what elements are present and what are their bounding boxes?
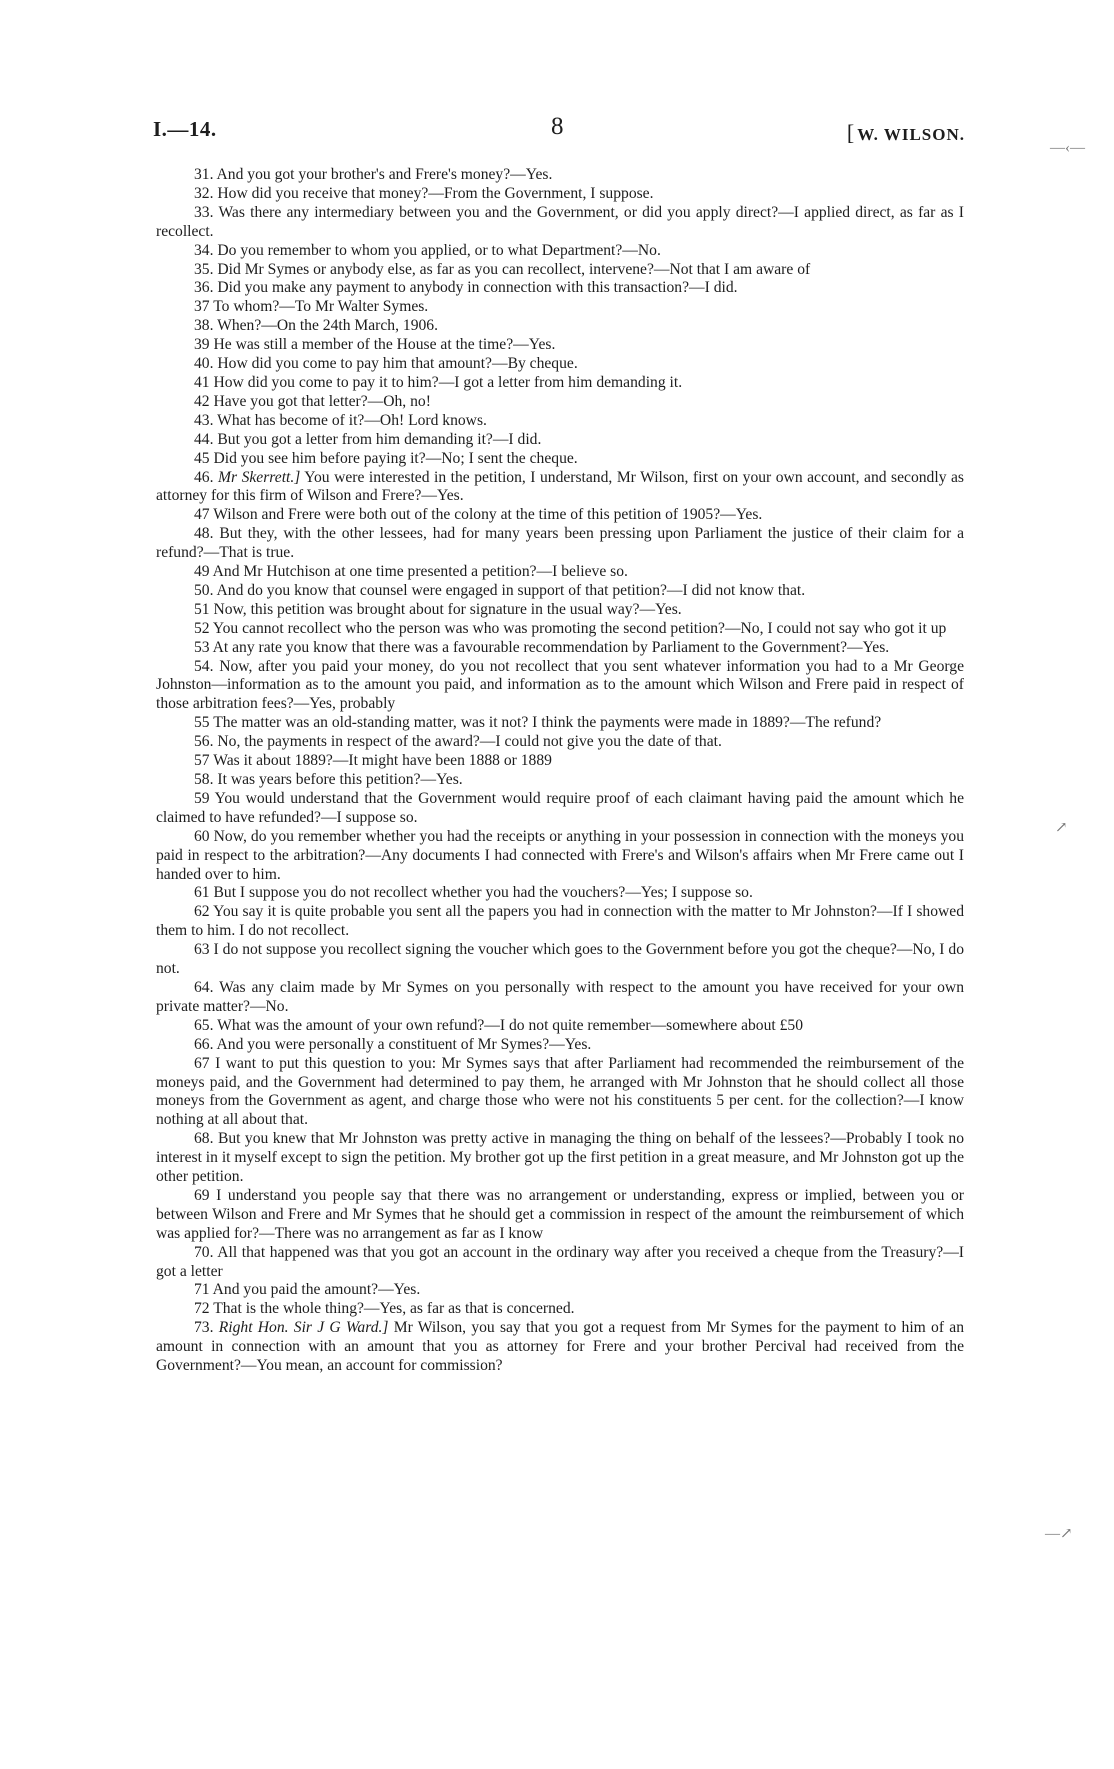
witness-name [847,120,965,146]
question-number: 31. [194,166,214,183]
question-number: 73. [194,1319,214,1337]
question-number: 62 [194,903,210,921]
question-paragraph [156,336,964,355]
question-paragraph [156,658,964,715]
question-answer-text: And Mr Hutchison at one time presented a petition?—I believe so. [212,563,628,581]
question-answer-text: The matter was an old-standing matter, was it not? I think the payments were made in 1889?—The refund? [213,714,882,732]
question-number: 32. [194,184,214,202]
question-paragraph [156,506,964,525]
question-paragraph [156,1244,964,1282]
question-number: 56. [194,733,214,751]
question-number: 61 [194,884,210,902]
question-answer-text: I want to put this question to you: Mr Symes says that after Parliament had recommended the reimbursement of the moneys paid, and the Government had determined to pay them, he arranged with Mr Johnston that he should collect all those moneys from the Government as agent, and charge those who were not his constituents 5 per cent. for the collection?—I know nothing at all about that. [156,1054,964,1129]
question-answer-text: But they, with the other lessees, had for many years been pressing upon Parliament the justice of their claim for a refund?—That is true. [156,525,965,562]
question-answer-text: And do you know that counsel were engaged in support of that petition?—I did not know that. [216,581,806,599]
question-paragraph [156,1281,964,1300]
question-number: 45 [194,449,210,467]
question-number: 66. [194,1035,214,1053]
question-answer-text: And you got your brother's and Frere's money?—Yes. [216,166,553,183]
question-answer-text: And you paid the amount?—Yes. [212,1281,421,1299]
question-number: 35. [194,260,214,278]
question-number: 39 [194,336,210,354]
question-paragraph [156,714,964,733]
question-paragraph [156,525,964,563]
questioner-name: Mr Skerrett.] [218,468,301,486]
question-paragraph [156,884,964,903]
question-answer-text: Did you make any payment to anybody in connection with this transaction?—I did. [217,279,738,297]
question-answer-text: Now, this petition was brought about for signature in the usual way?—Yes. [213,600,682,618]
question-paragraph [156,1187,964,1244]
question-number: 60 [194,827,210,845]
question-paragraph [156,828,964,885]
question-number: 38. [194,317,214,335]
question-paragraph [156,469,964,507]
testimony-body [156,166,964,1376]
question-answer-text: Was there any intermediary between you and the Government, or did you apply direct?—I applied direct, as far as I recollect. [156,203,964,240]
question-paragraph [156,582,964,601]
question-answer-text: But you knew that Mr Johnston was pretty active in managing the thing on behalf of the lessees?—Probably I took no interest in it myself except to sign the petition. My brother got up the first petition in a great measure, and Mr Johnston got up the other petition. [156,1130,964,1186]
question-answer-text: Mr Wilson, you say that you got a request from Mr Symes for the payment to him of an amount in connection with an amount that you as attorney for Frere and your brother Percival had received from the Government?—You mean, an account for commission? [156,1319,964,1375]
question-number: 68. [194,1130,214,1148]
question-number: 36. [194,279,214,297]
question-number: 70. [194,1243,214,1261]
question-number: 47 [194,506,210,524]
question-paragraph [156,450,964,469]
question-answer-text: You cannot recollect who the person was who was promoting the second petition?—No, I could not say who got it up [212,619,947,637]
question-paragraph [156,374,964,393]
question-paragraph [156,431,964,450]
question-answer-text: I do not suppose you recollect signing the voucher which goes to the Government before you got the cheque?—No, I do not. [156,941,964,978]
question-answer-text: To whom?—To Mr Walter Symes. [213,298,429,316]
question-number: 34. [194,241,214,259]
question-number: 71 [194,1281,210,1299]
question-paragraph [156,1300,964,1319]
question-answer-text: Was it about 1889?—It might have been 1888 or 1889 [213,752,552,770]
question-answer-text: No, the payments in respect of the award?—I could not give you the date of that. [217,733,722,751]
question-paragraph [156,279,964,298]
question-number: 53 [194,638,210,656]
question-paragraph [156,298,964,317]
question-number: 67 [194,1054,210,1072]
margin-mark: —‹— [1050,140,1085,156]
question-number: 44. [194,430,214,448]
question-paragraph [156,752,964,771]
question-answer-text: At any rate you know that there was a favourable recommendation by Parliament to the Government?—Yes. [212,638,890,656]
question-answer-text: He was still a member of the House at the time?—Yes. [213,336,556,354]
question-answer-text: That is the whole thing?—Yes, as far as that is concerned. [213,1300,575,1318]
question-number: 65. [194,1016,214,1034]
question-paragraph [156,1017,964,1036]
question-paragraph [156,355,964,374]
question-number: 49 [194,563,210,581]
question-answer-text: Was any claim made by Mr Symes on you personally with respect to the amount you have received for your own private matter?—No. [156,978,964,1015]
question-answer-text: Have you got that letter?—Oh, no! [213,392,431,410]
question-answer-text: What was the amount of your own refund?—I do not quite remember—somewhere about £50 [217,1016,804,1034]
question-number: 63 [194,941,210,959]
page-header [153,113,965,147]
question-number: 64. [194,978,214,996]
question-answer-text: It was years before this petition?—Yes. [217,771,463,788]
page-number: 8 [551,113,564,140]
question-paragraph [156,1036,964,1055]
question-answer-text: Did Mr Symes or anybody else, as far as you can recollect, intervene?—Not that I am aware of [217,260,811,278]
question-answer-text: Wilson and Frere were both out of the colony at the time of this petition of 1905?—Yes. [213,506,763,524]
question-paragraph [156,261,964,280]
question-number: 43. [194,411,214,429]
question-paragraph [156,903,964,941]
question-number: 33. [194,203,214,221]
question-paragraph [156,242,964,261]
question-paragraph [156,639,964,658]
question-paragraph [156,790,964,828]
question-answer-text: You say it is quite probable you sent all the papers you had in connection with the matter to Mr Johnston?—If I showed them to him. I do not recollect. [156,903,964,940]
witness-name-text: W. WILSON. [857,125,965,144]
question-paragraph [156,317,964,336]
question-answer-text: I understand you people say that there was no arrangement or understanding, express or implied, between you or between Wilson and Frere and Mr Symes that he should get a commission in respect of the amount the reimbursement of which was applied for?—There was no arrangement as far as I know [156,1186,965,1242]
question-answer-text: But I suppose you do not recollect whether you had the vouchers?—Yes; I suppose so. [213,884,753,902]
question-number: 42 [194,392,210,410]
question-paragraph [156,771,964,790]
question-answer-text: What has become of it?—Oh! Lord knows. [217,411,487,429]
question-paragraph [156,185,964,204]
question-number: 46. [194,468,214,486]
question-number: 48. [194,525,214,543]
question-number: 69 [194,1186,210,1204]
question-number: 55 [194,714,210,732]
question-paragraph [156,166,964,185]
question-answer-text: How did you come to pay it to him?—I got a letter from him demanding it. [213,373,683,391]
question-number: 51 [194,600,210,618]
question-answer-text: Did you see him before paying it?—No; I sent the cheque. [213,449,578,467]
question-number: 50. [194,581,214,599]
question-number: 58. [194,771,214,788]
question-number: 52 [194,619,210,637]
bracket-glyph: [ [846,120,856,145]
questioner-name: Right Hon. Sir J G Ward.] [218,1319,389,1337]
question-number: 41 [194,373,210,391]
question-number: 54. [194,657,214,675]
question-paragraph [156,204,964,242]
question-paragraph [156,601,964,620]
question-paragraph [156,563,964,582]
paper-reference: I.—14. [153,117,217,141]
question-number: 72 [194,1300,210,1318]
question-number: 37 [194,298,210,316]
question-answer-text: When?—On the 24th March, 1906. [217,317,438,335]
question-paragraph [156,412,964,431]
question-answer-text: Now, after you paid your money, do you not recollect that you sent whatever information you had to a Mr George Johnston—information as to the amount you paid, and information as to the amount which Wilson and Frere paid in respect of those arbitration fees?—Yes, probably [156,657,964,713]
question-paragraph [156,733,964,752]
question-number: 40. [194,355,214,373]
question-paragraph [156,941,964,979]
question-number: 57 [194,752,210,770]
question-paragraph [156,979,964,1017]
question-answer-text: All that happened was that you got an account in the ordinary way after you received a cheque from the Treasury?—I got a letter [156,1243,964,1280]
question-paragraph [156,1055,964,1131]
question-number: 59 [194,789,210,807]
margin-mark: ↗ [1055,820,1068,836]
question-answer-text: How did you come to pay him that amount?—By cheque. [217,355,578,373]
question-answer-text: You were interested in the petition, I understand, Mr Wilson, first on your own account, and secondly as attorney for this firm of Wilson and Frere?—Yes. [156,468,964,505]
question-paragraph [156,620,964,639]
question-answer-text: You would understand that the Government would require proof of each claimant having paid the amount which he claimed to have refunded?—I suppose so. [156,789,964,826]
question-answer-text: And you were personally a constituent of Mr Symes?—Yes. [216,1035,592,1053]
question-answer-text: But you got a letter from him demanding it?—I did. [217,430,542,448]
question-paragraph [156,393,964,412]
margin-mark: —↗ [1045,1526,1073,1542]
question-answer-text: Now, do you remember whether you had the receipts or anything in your possession in connection with the moneys you paid in respect to the arbitration?—Any documents I had connected with Frere's and Wilson's affairs when Mr Frere came out I handed over to him. [156,827,964,883]
question-answer-text: How did you receive that money?—From the Government, I suppose. [217,184,654,202]
question-paragraph [156,1130,964,1187]
question-paragraph [156,1319,964,1376]
question-answer-text: Do you remember to whom you applied, or to what Department?—No. [217,241,661,259]
